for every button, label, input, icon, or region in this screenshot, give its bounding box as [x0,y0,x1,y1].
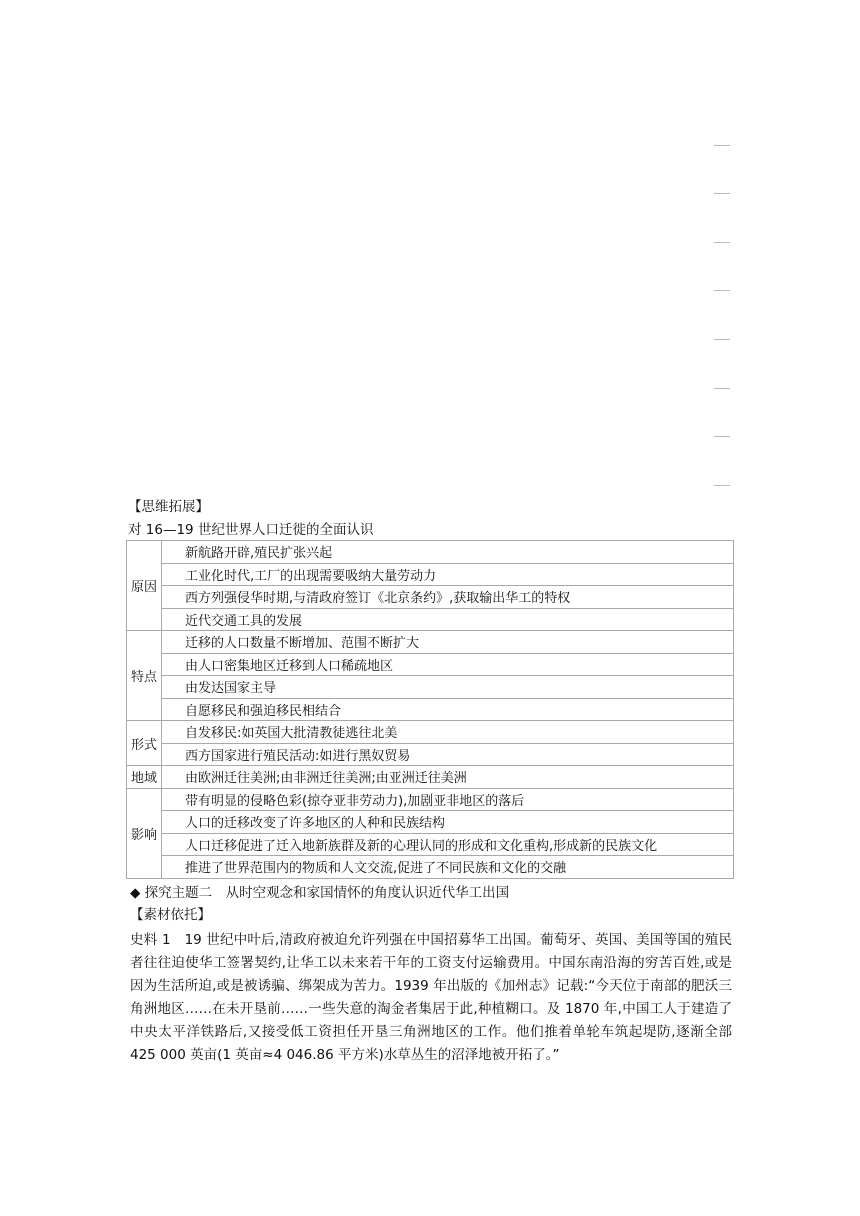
source-paragraph [130,929,732,1067]
margin-mark [714,388,730,389]
topic-heading: ◆ 探究主题二 从时空观念和家国情怀的角度认识近代华工出国 [130,885,510,901]
table-row [127,743,734,766]
margin-mark [714,339,730,340]
item-cell: 近代交通工具的发展 [162,608,734,631]
section-heading: 【思维拓展】 [128,499,209,515]
table-row [127,833,734,856]
table-row [127,698,734,721]
item-cell: 推进了世界范围内的物质和人文交流,促进了不同民族和文化的交融 [162,856,734,879]
table-row [127,856,734,879]
category-cell: 形式 [127,721,162,766]
item-cell: 人口的迁移改变了许多地区的人种和民族结构 [162,811,734,834]
item-cell: 新航路开辟,殖民扩张兴起 [162,541,734,564]
margin-mark [714,193,730,194]
margin-mark [714,290,730,291]
table-row [127,586,734,609]
margin-mark [714,242,730,243]
summary-table [126,540,734,879]
item-cell: 由发达国家主导 [162,676,734,699]
category-cell: 特点 [127,631,162,721]
category-cell: 地域 [127,766,162,789]
table-row [127,608,734,631]
source-label: 史料 1 [130,932,171,948]
table-title: 对 16—19 世纪世界人口迁徙的全面认识 [128,522,374,538]
category-cell: 影响 [127,788,162,878]
margin-mark [714,485,730,486]
item-cell: 工业化时代,工厂的出现需要吸纳大量劳动力 [162,563,734,586]
table-row [127,631,734,654]
margin-mark [714,436,730,437]
table-row [127,676,734,699]
item-cell: 迁移的人口数量不断增加、范围不断扩大 [162,631,734,654]
table-row [127,788,734,811]
table-row [127,811,734,834]
table-row [127,541,734,564]
table-row [127,721,734,744]
item-cell: 西方国家进行殖民活动:如进行黑奴贸易 [162,743,734,766]
table-row [127,653,734,676]
section-heading-materials: 【素材依托】 [130,907,211,923]
item-cell: 西方列强侵华时期,与清政府签订《北京条约》,获取输出华工的特权 [162,586,734,609]
source-text: 19 世纪中叶后,清政府被迫允许列强在中国招募华工出国。葡萄牙、英国、美国等国的殖民者往往迫使华工签署契约,让华工以未来若干年的工资支付运输费用。中国东南沿海的穷苦百姓,或是因为生活所迫,或是被诱骗、绑架成为苦力。1939 年出版的《加州志》记载:“今天位于南部的肥沃三角洲地区……在未开垦前……一些失意的淘金者集居于此,种植糊口。及 1870 年,中国工人于建造了中央太平洋铁路后,又接受低工资担任开垦三角洲地区的工作。他们推着单轮车筑起堤防,逐渐全部 425 000 英亩(1 英亩≈4 046.86 平方米)水草丛生的沼泽地被开拓了。” [130,932,732,1063]
item-cell: 带有明显的侵略色彩(掠夺亚非劳动力),加剧亚非地区的落后 [162,788,734,811]
item-cell: 自发移民:如英国大批清教徒逃往北美 [162,721,734,744]
item-cell: 人口迁移促进了迁入地新族群及新的心理认同的形成和文化重构,形成新的民族文化 [162,833,734,856]
margin-mark [714,145,730,146]
table-row [127,563,734,586]
table-row [127,766,734,789]
item-cell: 由人口密集地区迁移到人口稀疏地区 [162,653,734,676]
category-cell: 原因 [127,541,162,631]
item-cell: 自愿移民和强迫移民相结合 [162,698,734,721]
item-cell: 由欧洲迁往美洲;由非洲迁往美洲;由亚洲迁往美洲 [162,766,734,789]
